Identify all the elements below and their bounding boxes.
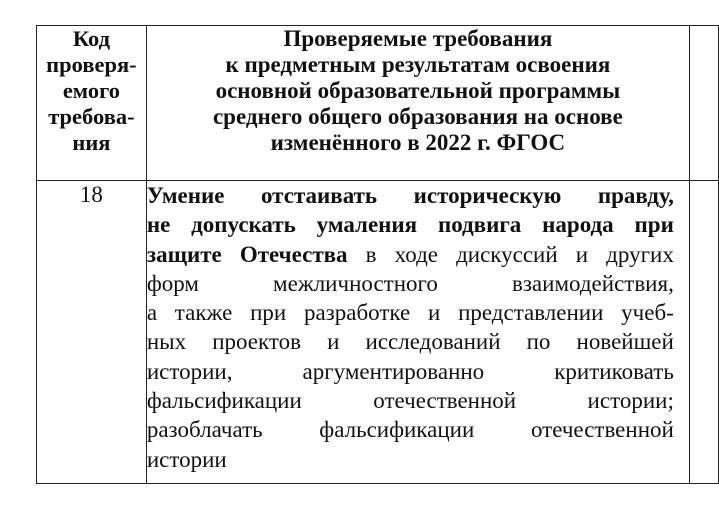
- requirement-line: [147, 181, 674, 210]
- table-row: [37, 181, 719, 484]
- requirement-line: [147, 386, 674, 415]
- header-code-line: ния: [72, 130, 111, 155]
- requirement-line: [147, 210, 674, 239]
- requirement-line: [147, 415, 674, 444]
- requirement-line: [147, 357, 674, 386]
- header-requirements-line: основной образовательной программы: [215, 78, 621, 103]
- requirement-bold-text: Умение отстаивать историческую правду,: [146, 183, 674, 208]
- requirement-line: [147, 240, 674, 269]
- row-extra-cell: [689, 181, 718, 484]
- header-requirements-line: к предметным результатам освоения: [225, 52, 611, 77]
- header-requirements-cell: [146, 26, 689, 181]
- requirement-line: [147, 298, 674, 327]
- header-requirements-line: изменённого в 2022 г. ФГОС: [270, 130, 566, 155]
- requirement-normal-text: форм межличностного взаимодействия,: [146, 270, 674, 296]
- requirement-normal-text: истории: [146, 446, 227, 472]
- row-code-cell: 18: [37, 181, 147, 484]
- requirement-normal-text: разоблачать фальсификации отечественной: [146, 417, 674, 443]
- requirement-normal-text: а также при разработке и представлении учеб-: [146, 300, 674, 326]
- requirement-line: [147, 445, 674, 474]
- requirement-normal-text: в ходе дискуссий и других: [347, 241, 674, 267]
- header-code-cell: [37, 26, 147, 181]
- header-code-line: требова-: [48, 104, 135, 129]
- requirements-table: [36, 25, 719, 484]
- header-row: [37, 26, 719, 181]
- row-requirement-cell: [146, 181, 689, 484]
- header-requirements-line: среднего общего образования на основе: [212, 104, 623, 129]
- header-code-line: Код: [72, 26, 110, 51]
- header-code-line: емого: [62, 78, 120, 103]
- requirement-line: [147, 327, 674, 356]
- header-requirements-line: Проверяемые требования: [283, 26, 553, 51]
- requirement-bold-text: не допускать умаления подвига народа при: [146, 212, 674, 238]
- header-code-line: проверя-: [46, 52, 137, 77]
- header-extra-cell: [689, 26, 718, 181]
- requirement-line: [147, 269, 674, 298]
- requirement-normal-text: ных проектов и исследований по новейшей: [146, 329, 674, 355]
- requirement-normal-text: фальсификации отечественной истории;: [146, 388, 674, 414]
- requirement-normal-text: истории, аргументированно критиковать: [146, 358, 674, 384]
- requirement-bold-text: защите Отечества: [146, 241, 348, 267]
